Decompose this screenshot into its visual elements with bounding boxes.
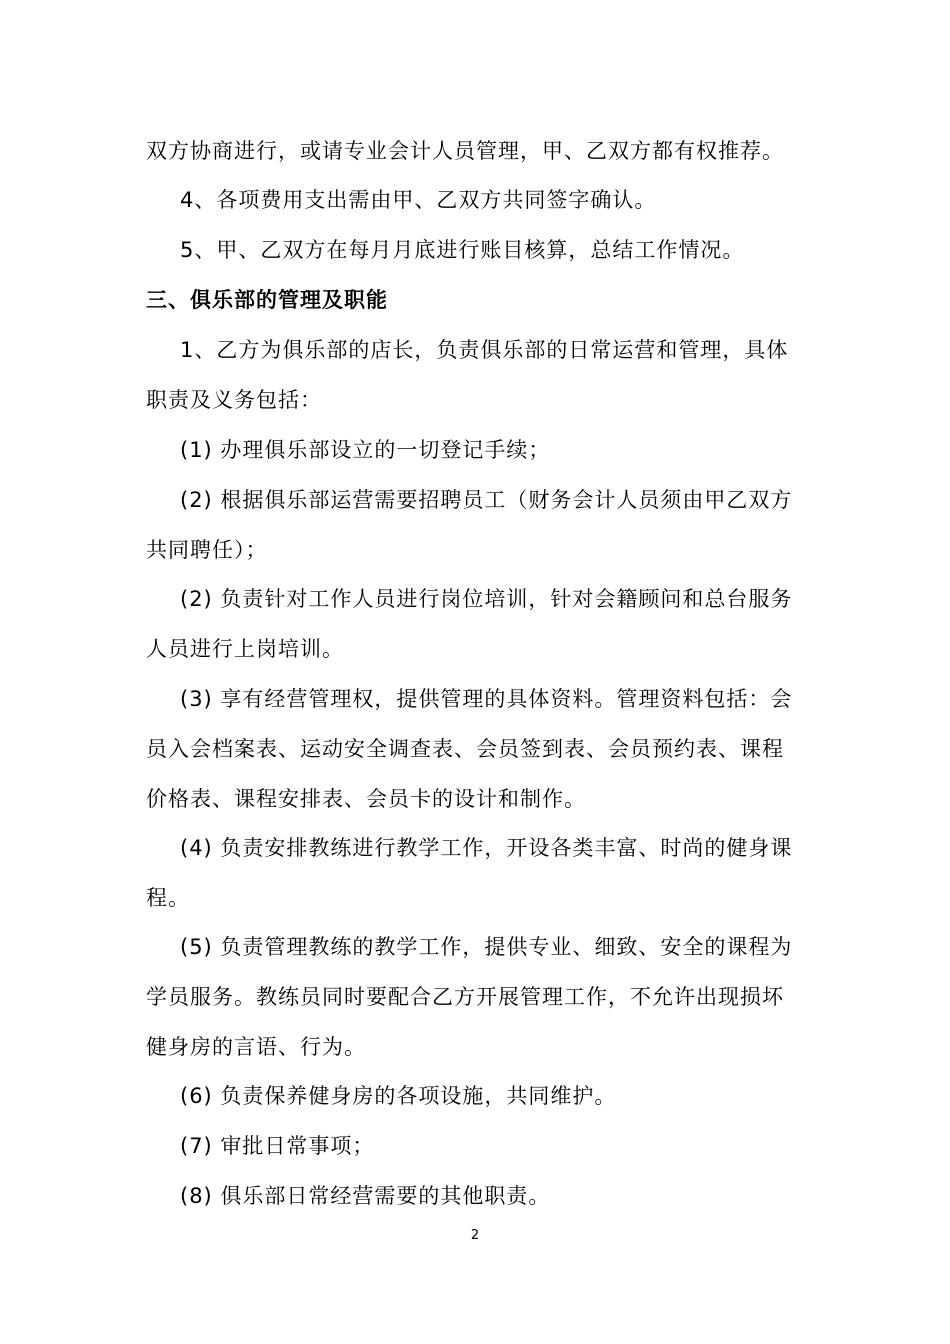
- list-item-line: 健身房的言语、行为。: [146, 1035, 366, 1059]
- section-heading: 三、俱乐部的管理及职能: [146, 288, 388, 312]
- paragraph-line: 5、甲、乙双方在每月月底进行账目核算，总结工作情况。: [180, 238, 745, 262]
- list-item-line: 人员进行上岗培训。: [146, 637, 344, 661]
- list-item-line: 共同聘任）；: [146, 538, 268, 562]
- list-item-line: (6) 负责保养健身房的各项设施，共同维护。: [180, 1084, 617, 1108]
- list-item-line: (7) 审批日常事项；: [180, 1134, 375, 1158]
- list-item-line: (4) 负责安排教练进行教学工作，开设各类丰富、时尚的健身课: [180, 836, 793, 860]
- list-item-line: (2) 根据俱乐部运营需要招聘员工（财务会计人员须由甲乙双方: [180, 488, 793, 512]
- list-item-line: (1) 办理俱乐部设立的一切登记手续；: [180, 438, 551, 462]
- list-item-line: 价格表、课程安排表、会员卡的设计和制作。: [146, 787, 586, 811]
- list-item-line: (8) 俱乐部日常经营需要的其他职责。: [180, 1184, 551, 1208]
- paragraph-line: 职责及义务包括：: [146, 388, 322, 412]
- list-item-line: 程。: [146, 886, 190, 910]
- page-number: 2: [470, 1228, 480, 1243]
- list-item-line: (3) 享有经营管理权，提供管理的具体资料。管理资料包括：会: [180, 687, 793, 711]
- paragraph-line: 1、乙方为俱乐部的店长，负责俱乐部的日常运营和管理，具体: [180, 338, 789, 362]
- paragraph-line: 4、各项费用支出需由甲、乙双方共同签字确认。: [180, 188, 657, 212]
- list-item-line: (2) 负责针对工作人员进行岗位培训，针对会籍顾问和总台服务: [180, 587, 793, 611]
- paragraph-line: 双方协商进行，或请专业会计人员管理，甲、乙双方都有权推荐。: [146, 139, 784, 163]
- list-item-line: (5) 负责管理教练的教学工作，提供专业、细致、安全的课程为: [180, 935, 793, 959]
- list-item-line: 学员服务。教练员同时要配合乙方开展管理工作，不允许出现损坏: [146, 985, 784, 1009]
- list-item-line: 员入会档案表、运动安全调查表、会员签到表、会员预约表、课程: [146, 737, 784, 761]
